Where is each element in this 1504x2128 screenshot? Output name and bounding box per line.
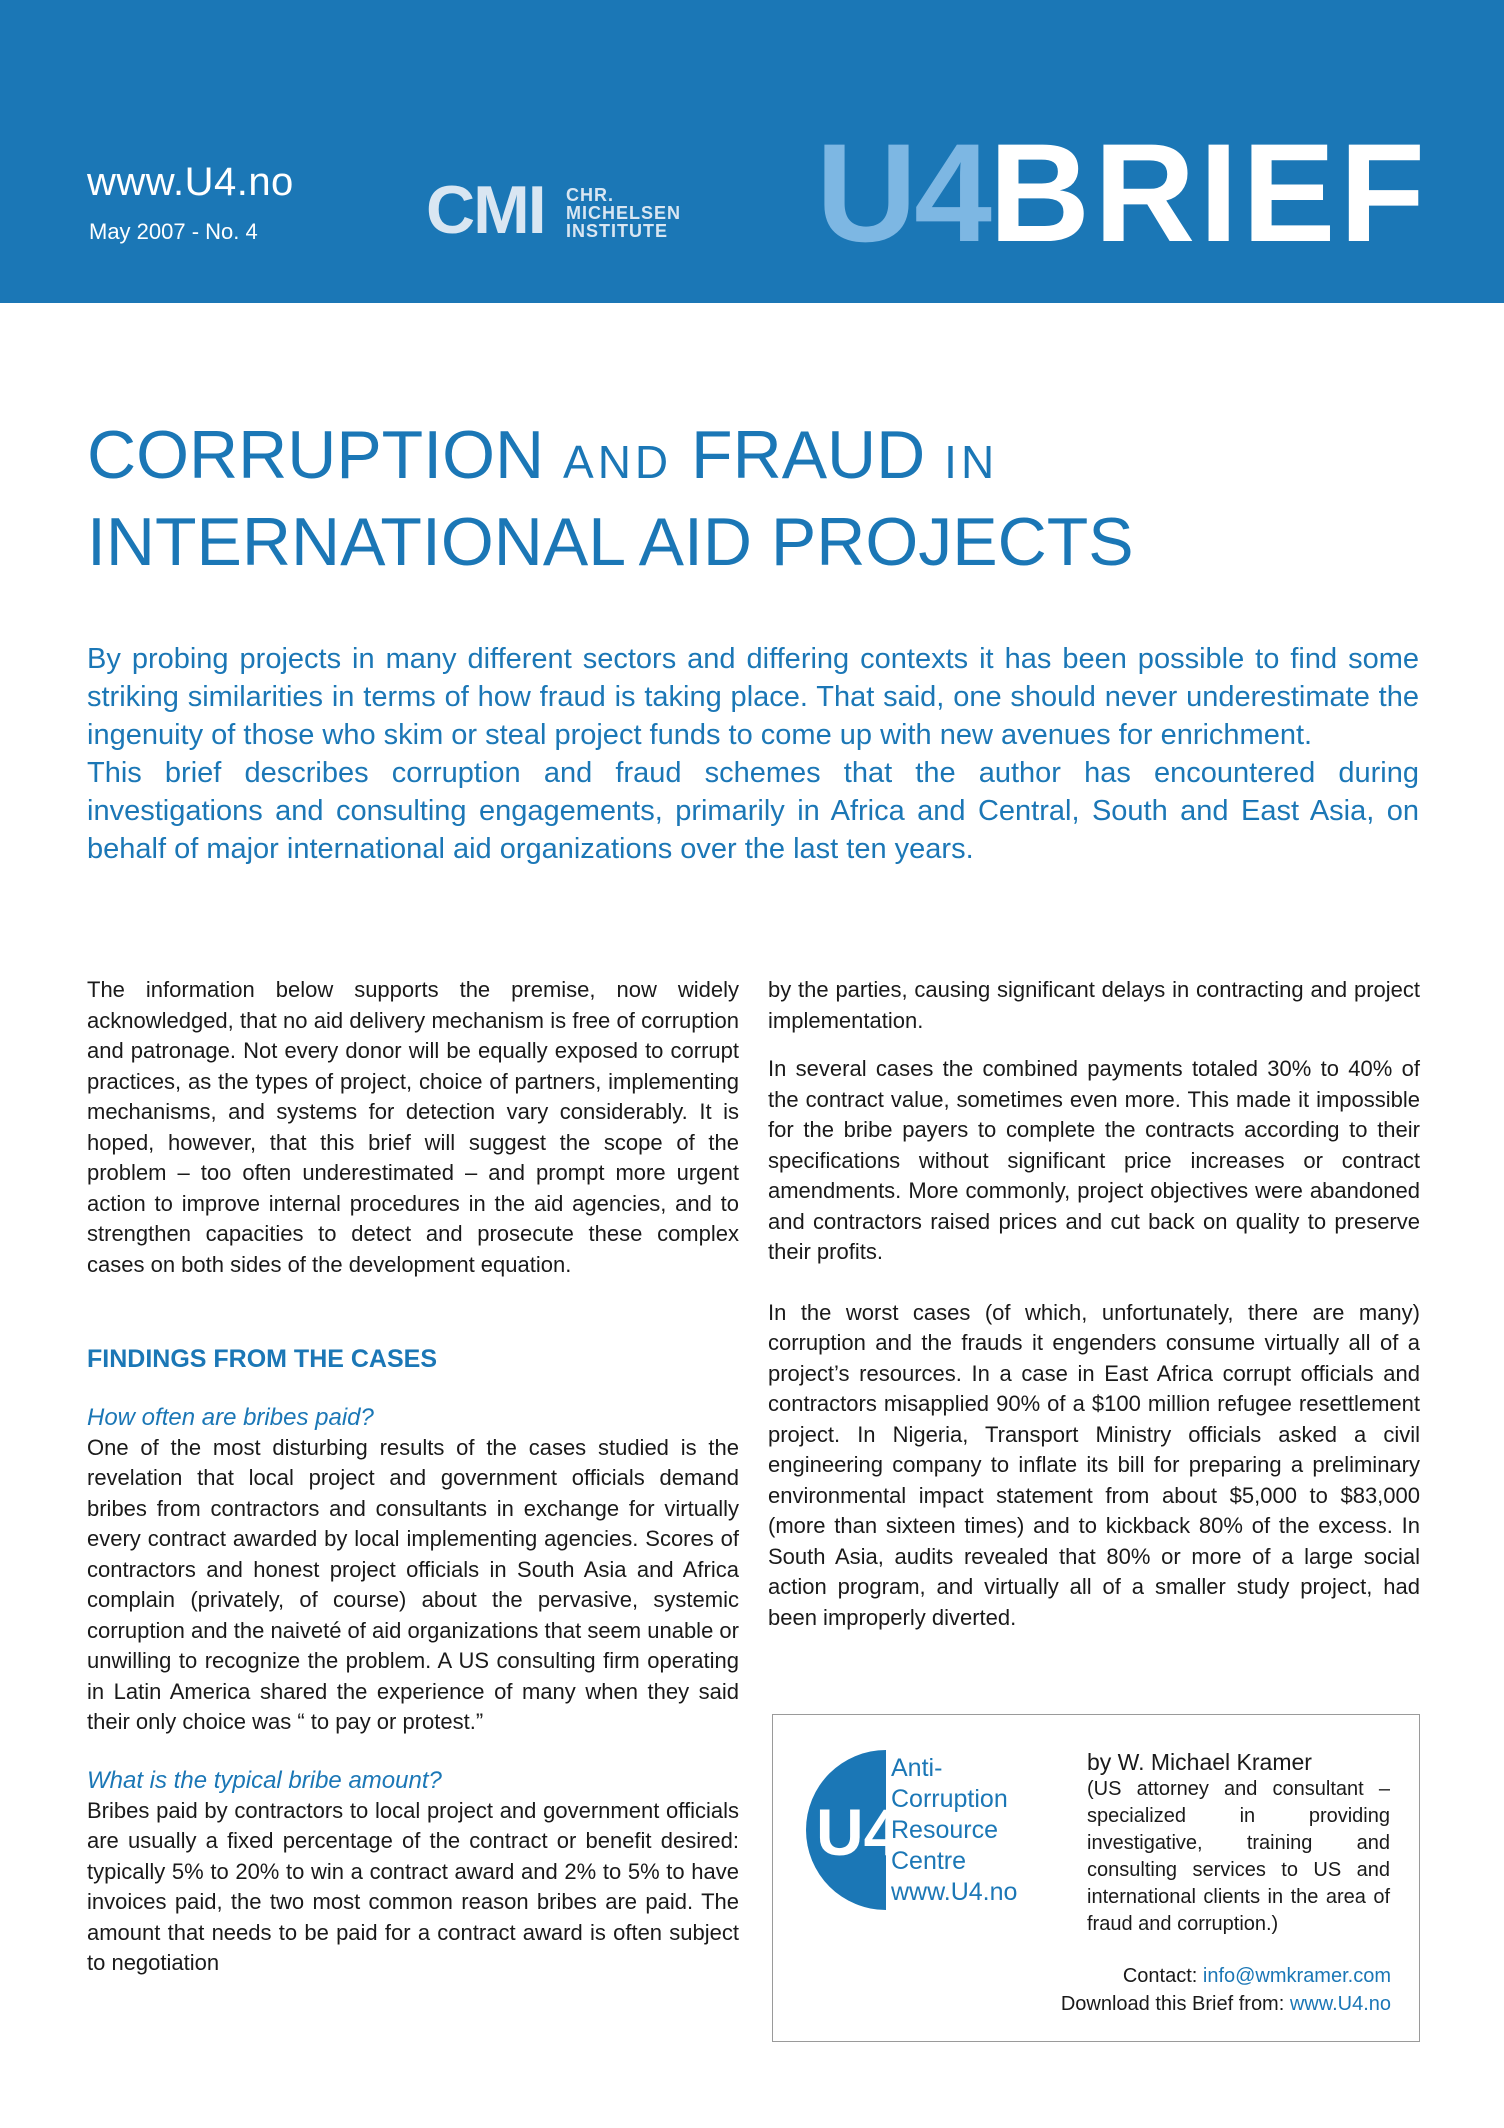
- download-line: [1061, 1990, 1391, 2018]
- subheading-bribe-amount: What is the typical bribe amount?: [87, 1766, 442, 1794]
- title-word-3: FRAUD: [691, 417, 926, 493]
- logo-line-4: Centre: [891, 1847, 967, 1875]
- cmi-line-3: INSTITUTE: [566, 221, 668, 241]
- logo-line-3: Resource: [891, 1816, 998, 1844]
- header-band: [0, 0, 1504, 303]
- title-word-4: IN: [944, 436, 999, 488]
- title-word-2: AND: [563, 436, 673, 488]
- right-paragraph-2: In several cases the combined payments totaled 30% to 40% of the contract value, sometimes even more. This made it impossible for the bribe payers to complete the contracts according to their specifications without significant price increases or contract amendments. More commonly, project objectives were abandoned and contractors raised prices and cut back on quality to preserve their profits.: [768, 1056, 1420, 1264]
- author-info: [1087, 1749, 1390, 1938]
- issue-date: May 2007 - No. 4: [89, 219, 258, 244]
- author-description: (US attorney and consultant – specialized in providing investigative, training and consulting services to US and international clients in the area of fraud and corruption.): [1087, 1778, 1390, 1935]
- title-line-1: [87, 415, 1437, 502]
- left-paragraph-2: One of the most disturbing results of the cases studied is the revelation that local project and government officials demand bribes from contractors and consultants in exchange for virtually every contract awarded by local implementing agencies. Scores of contractors and honest project officials in South Asia and Africa complain (privately, of course) about the pervasive, systemic corruption and the naiveté of aid organizations that seem unable or unwilling to recognize the problem. A US consulting firm operating in Latin America shared the experience of many when they said their only choice was “ to pay or protest.”: [87, 1434, 739, 1734]
- right-column: [768, 975, 1420, 1651]
- left-column: [87, 975, 739, 1979]
- logo-mark-text: U4: [816, 1795, 901, 1869]
- right-paragraph-1: by the parties, causing significant delays in contracting and project implementation.: [768, 977, 1420, 1033]
- intro-summary: [87, 640, 1419, 868]
- contact-info: [1061, 1962, 1391, 2018]
- logo-url[interactable]: www.U4.no: [891, 1878, 1018, 1906]
- intro-paragraph-1: By probing projects in many different sectors and differing contexts it has been possible to find some striking similarities in terms of how fraud is taking place. That said, one should never underestimate the ingenuity of those who skim or steal project funds to come up with new avenues for enrichment.: [87, 643, 1419, 751]
- cmi-line-1: CHR.: [566, 185, 614, 205]
- site-url[interactable]: www.U4.no: [87, 160, 294, 204]
- author-box: [772, 1714, 1420, 2042]
- intro-paragraph-2: This brief describes corruption and fraud schemes that the author has encountered during investigations and consulting engagements, primarily in Africa and Central, South and East Asia, on behalf of major international aid organizations over the last ten years.: [87, 757, 1419, 865]
- logo-text: [891, 1753, 1017, 1908]
- logo-line-2: Corruption: [891, 1785, 1008, 1813]
- cmi-logo-text: [566, 186, 681, 240]
- contact-label: Contact:: [1122, 1965, 1198, 1987]
- download-url-link[interactable]: www.U4.no: [1289, 1993, 1391, 2015]
- title-word-1: CORRUPTION: [87, 417, 545, 493]
- title-line-2: INTERNATIONAL AID PROJECTS: [87, 504, 1134, 580]
- author-name: by W. Michael Kramer: [1087, 1749, 1312, 1775]
- section-heading: FINDINGS FROM THE CASES: [87, 1345, 438, 1373]
- page-title: [87, 415, 1437, 582]
- logo-line-1: Anti-: [891, 1754, 943, 1782]
- brand-brief: BRIEF: [988, 114, 1429, 271]
- contact-line: [1061, 1962, 1391, 1990]
- right-paragraph-3: In the worst cases (of which, unfortunately, there are many) corruption and the frauds it engenders consume virtually all of a project’s resources. In a case in East Africa corrupt officials and contractors misapplied 90% of a $100 million refugee resettlement project. In Nigeria, Transport Ministry officials asked a civil engineering company to inflate its bill for preparing a preliminary environmental impact statement from about $5,000 to $83,000 (more than sixteen times) and to kickback 80% of the excess. In South Asia, audits revealed that 80% or more of a large social action program, and virtually all of a smaller study project, had been improperly diverted.: [768, 1299, 1420, 1630]
- cmi-line-2: MICHELSEN: [566, 203, 682, 223]
- cmi-logo: CMI: [426, 172, 545, 248]
- u4-brief-logo: [816, 114, 1429, 271]
- brand-u4: U4: [816, 114, 989, 271]
- subheading-bribe-frequency: How often are bribes paid?: [87, 1403, 374, 1431]
- left-paragraph-3: Bribes paid by contractors to local project and government officials are usually a fixed percentage of the contract or benefit desired: typically 5% to 20% to win a contract award and 2% to 5% to have invoices paid, the two most common reason bribes are paid. The amount that needs to be paid for a contract award is often subject to negotiation: [87, 1797, 739, 1975]
- download-label: Download this Brief from:: [1060, 1993, 1285, 2015]
- contact-email-link[interactable]: info@wmkramer.com: [1202, 1965, 1391, 1987]
- left-paragraph-1: The information below supports the premise, now widely acknowledged, that no aid delivery mechanism is free of corruption and patronage. Not every donor will be equally exposed to corrupt practices, as the types of project, choice of partners, implementing mechanisms, and systems for detection vary considerably. It is hoped, however, that this brief will suggest the scope of the problem – too often underestimated – and prompt more urgent action to improve internal procedures in the aid agencies, and to strengthen capacities to detect and prosecute these complex cases on both sides of the development equation.: [87, 977, 739, 1277]
